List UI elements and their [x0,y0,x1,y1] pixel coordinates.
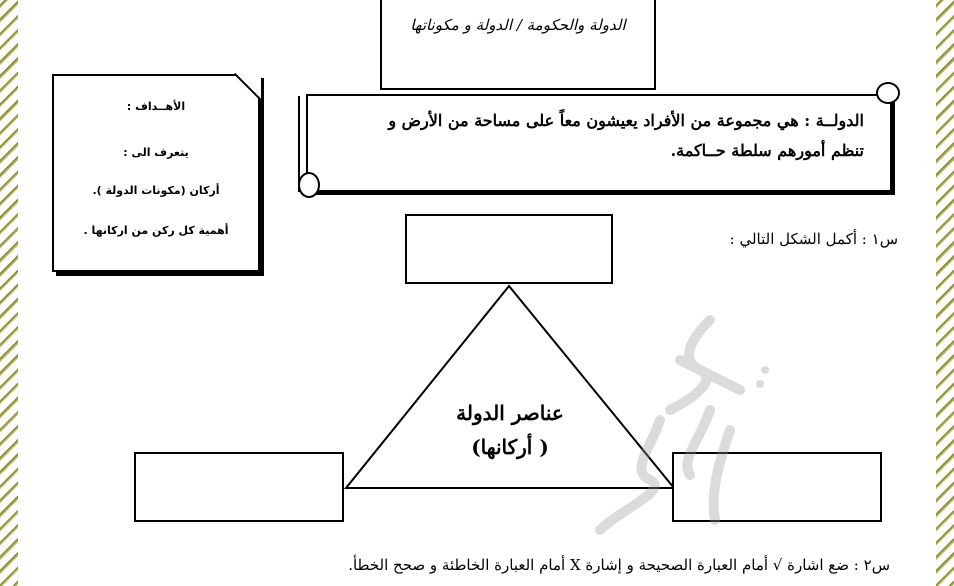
answer-box-left[interactable] [134,452,344,522]
question-2: س٢ : ضع اشارة √ أمام العبارة الصحيحة و إشارة X أمام العبارة الخاطئة و صحح الخطأ. [348,556,890,574]
lesson-title: الدولة والحكومة / الدولة و مكوناتها [410,16,626,34]
answer-box-right[interactable] [672,452,882,522]
decorative-border-right [936,0,954,586]
question-1: س١ : أكمل الشكل التالي : [729,230,898,248]
definition-text-box [306,94,892,192]
diagram-center-line-2: ( أركانها) [471,435,549,459]
definition-line: تنظم أمورهم سلطة حــاكمة. [670,141,864,160]
diagram-center-label [420,396,600,464]
objective-item: أهمية كل ركن من اركانها . [83,224,229,237]
objectives-title: الأهــداف : [126,100,186,113]
scroll-curl-bottom-left [298,172,320,198]
answer-box-top[interactable] [405,214,613,284]
objectives-box [52,74,260,272]
scroll-curl-top-right [876,82,900,104]
diagram-center-line-1: عناصر الدولة [456,401,564,425]
decorative-border-left [0,0,18,586]
objectives-subtitle: يتعرف الى : [123,146,189,159]
definition-line: الدولــة : هي مجموعة من الأفراد يعيشون معاً على مساحة من الأرض و [388,111,864,130]
definition-scroll [298,82,900,210]
objective-item: أركان (مكونات الدولة ). [92,184,220,197]
lesson-title-box [380,0,656,90]
